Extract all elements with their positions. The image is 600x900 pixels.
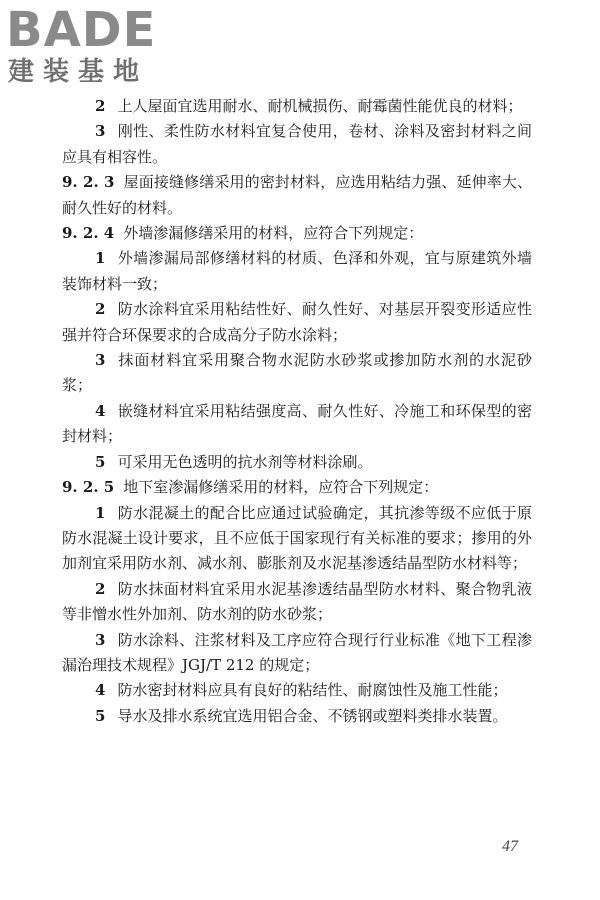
item-number: 1 [95,503,106,522]
list-item [62,501,532,577]
paragraph-text: 防水混凝土的配合比应通过试验确定，其抗渗等级不应低于原防水混凝土设计要求，且不应低于国家现行有关标准的要求；掺用的外加剂宜采用防水剂、减水剂、膨胀剂及水泥基渗透结晶型防水材料等； [62,503,532,573]
item-number: 3 [95,122,106,141]
paragraph-text: 导水及排水系统宜选用铝合金、不锈钢或塑料类排水装置。 [117,706,508,725]
clause-number: 9. 2. 4 [62,224,115,243]
clause-number: 9. 2. 3 [62,173,115,192]
bade-logo [6,4,176,94]
list-item [62,246,532,297]
item-number: 2 [95,97,106,115]
clause-number: 9. 2. 5 [62,478,115,497]
list-item [62,119,532,170]
paragraph-text: 防水涂料、注浆材料及工序应符合现行行业标准《地下工程渗漏治理技术规程》JGJ/T 212 的规定； [62,630,532,674]
item-number: 2 [95,300,106,319]
logo-wordmark: BADE [6,2,157,58]
clause-paragraph [62,170,532,221]
item-number: 3 [95,630,106,649]
list-item [62,628,532,679]
paragraph-text: 防水抹面材料宜采用水泥基渗透结晶型防水材料、聚合物乳液等非憎水性外加剂、防水剂的防水砂浆； [62,579,532,624]
paragraph-text: 可采用无色透明的抗水剂等材料涂刷。 [117,452,373,471]
list-item [62,704,532,729]
list-item [62,297,532,348]
document-body [62,94,532,729]
paragraph-text: 外墙渗漏局部修缮材料的材质、色泽和外观，宜与原建筑外墙装饰材料一致； [62,249,532,293]
paragraph-text: 屋面接缝修缮采用的密封材料，应选用粘结力强、延伸率大、耐久性好的材料。 [62,173,532,217]
item-number: 5 [95,452,106,471]
page-number: 47 [502,838,518,855]
list-item [62,94,532,119]
list-item [62,577,532,628]
clause-paragraph [62,221,532,246]
item-number: 4 [95,681,106,700]
paragraph-text: 刚性、柔性防水材料宜复合使用，卷材、涂料及密封材料之间应具有相容性。 [62,122,532,166]
list-item [62,678,532,703]
logo-subtitle: 建装基地 [8,57,149,87]
clause-paragraph [62,475,532,500]
paragraph-text: 防水密封材料应具有良好的粘结性、耐腐蚀性及施工性能； [117,681,508,700]
list-item [62,348,532,399]
paragraph-text: 抹面材料宜采用聚合物水泥防水砂浆或掺加防水剂的水泥砂浆； [62,351,532,395]
paragraph-text: 防水涂料宜采用粘结性好、耐久性好、对基层开裂变形适应性强并符合环保要求的合成高分子防水涂料； [62,300,532,344]
list-item [62,399,532,450]
list-item [62,450,532,475]
paragraph-text: 上人屋面宜选用耐水、耐机械损伤、耐霉菌性能优良的材料； [117,97,523,115]
paragraph-text: 外墙渗漏修缮采用的材料，应符合下列规定： [123,224,424,243]
item-number: 3 [95,351,106,370]
paragraph-text: 嵌缝材料宜采用粘结强度高、耐久性好、冷施工和环保型的密封材料； [62,401,532,446]
paragraph-text: 地下室渗漏修缮采用的材料，应符合下列规定： [123,478,439,497]
item-number: 1 [95,249,106,268]
item-number: 5 [95,706,106,725]
item-number: 2 [95,579,106,598]
item-number: 4 [95,401,106,420]
